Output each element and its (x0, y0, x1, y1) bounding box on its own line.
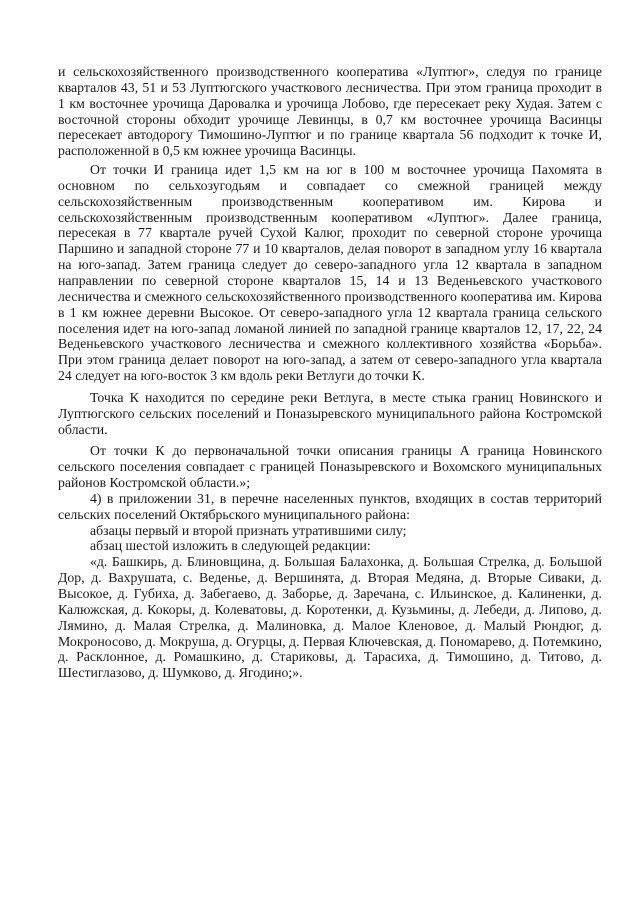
paragraph-point-i: От точки И граница идет 1,5 км на юг в 100 м восточнее урочища Пахомята в основном по сельхозугодьям и совпадает со смежной границей между сельскохозяйственным производственным кооперативом им. Кирова и сельскохозяйственным производственным кооперативом «Луптюг». Далее граница, пересекая в 77 квартале ручей Сухой Калюг, проходит по северной стороне урочища Паршино и западной стороне 77 и 10 кварталов, делая поворот в западном углу 16 квартала на юго-запад. Затем граница следует до северо-западного угла 12 квартала в западном направлении по северной стороне кварталов 15, 14 и 13 Веденьевского участкового лесничества и смежного сельскохозяйственного производственного кооператива им. Кирова в 1 км южнее деревни Высокое. От северо-западного угла 12 квартала граница сельского поселения идет на юго-запад ломаной линией по западной границе кварталов 12, 17, 22, 24 Веденьевского участкового лесничества и смежного коллективного хозяйства «Борьба». При этом граница делает поворот на юго-запад, а затем от северо-западного угла квартала 24 следует на юго-восток 3 км вдоль реки Ветлуги до точки К. (58, 162, 602, 384)
document-page (58, 64, 602, 681)
paragraph-new-wording: абзац шестой изложить в следующей редакции: (90, 538, 371, 554)
paragraph-settlement-list: «д. Башкирь, д. Блиновщина, д. Большая Балахонка, д. Большая Стрелка, д. Большой Дор, д. Вахрушата, с. Веденье, д. Вершинята, д. Вторая Медяна, д. Вторые Сиваки, д. Высокое, д. Губиха, д. Забегаево, д. Заборье, д. Заречана, с. Ильинское, д. Калиненки, д. Калюжская, д. Кокоры, д. Колеватовы, д. Коротенки, д. Кузьмины, д. Лебеди, д. Липово, д. Лямино, д. Малая Стрелка, д. Малиновка, д. Малое Кленовое, д. Малый Рюндюг, д. Мокроносово, д. Мокруша, д. Огурцы, д. Первая Ключевская, д. Пономарево, д. Потемкино, д. Расклонное, д. Ромашкино, д. Стариковы, д. Тарасиха, д. Тимошино, д. Титово, д. Шестиглазово, д. Шумково, д. Ягодино;». (58, 554, 602, 681)
paragraph-point-k: Точка К находится по середине реки Ветлуга, в месте стыка границ Новинского и Луптюгского сельских поселений и Поназыревского муниципального района Костромской области. (58, 389, 602, 437)
paragraph-repeal: абзацы первый и второй признать утратившими силу; (90, 522, 407, 538)
paragraph-item-4: 4) в приложении 31, в перечне населенных пунктов, входящих в состав территорий сельских поселений Октябрьского муниципального района: (58, 490, 602, 522)
paragraph-boundary-end: От точки К до первоначальной точки описания границы А граница Новинского сельского поселения совпадает с границей Поназыревского и Вохомского муниципальных районов Костромской области.»; (58, 443, 602, 491)
paragraph-continuation: и сельскохозяйственного производственного кооператива «Луптюг», следуя по границе кварталов 43, 51 и 53 Луптюгского участкового лесничества. При этом граница проходит в 1 км восточнее урочища Даровалка и урочища Лобово, где пересекает реку Худая. Затем с восточной стороны обходит урочище Левинцы, в 0,7 км восточнее урочища Васинцы пересекает автодорогу Тимошино-Луптюг и по границе квартала 56 подходит к точке И, расположенной в 0,5 км южнее урочища Васинцы. (58, 64, 602, 159)
